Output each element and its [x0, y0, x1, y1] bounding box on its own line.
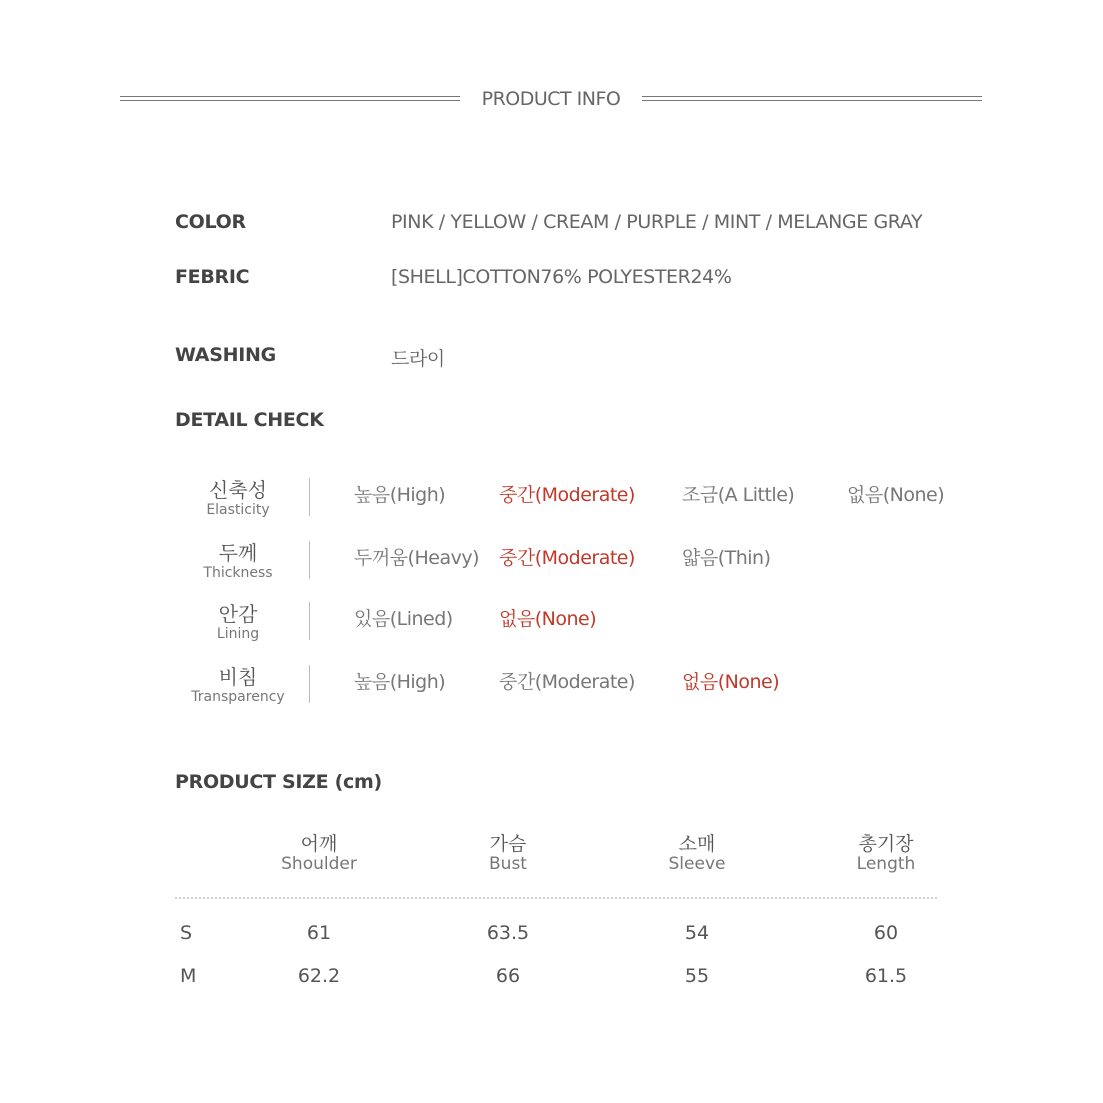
detail-option-selected: 중간(Moderate) — [499, 547, 635, 569]
header-rule-right — [642, 96, 982, 101]
size-column-header-en: Length — [856, 854, 916, 874]
detail-option-selected: 없음(None) — [682, 671, 780, 693]
size-column-header-ko: 총기장 — [858, 833, 914, 855]
color-value: PINK / YELLOW / CREAM / PURPLE / MINT / MELANGE GRAY — [391, 211, 923, 233]
fabric-value: [SHELL]COTTON76% POLYESTER24% — [391, 266, 732, 288]
size-column-header-ko: 어깨 — [300, 833, 338, 855]
size-cell: 62.2 — [297, 965, 341, 987]
detail-row-separator — [309, 478, 310, 516]
size-column-header-en: Shoulder — [281, 854, 357, 874]
product-size-title: PRODUCT SIZE (cm) — [175, 771, 382, 793]
detail-row-label-ko: 두께 — [218, 541, 258, 565]
size-column-header-en: Sleeve — [668, 854, 726, 874]
size-cell: 54 — [684, 922, 710, 944]
detail-row-label-en: Transparency — [191, 689, 285, 705]
detail-row-label-en: Lining — [216, 626, 260, 642]
detail-row-label-ko: 비침 — [218, 665, 258, 689]
size-cell: 66 — [495, 965, 521, 987]
detail-option: 두꺼움(Heavy) — [354, 547, 479, 569]
detail-row-label-en: Elasticity — [206, 502, 270, 518]
size-cell: 60 — [873, 922, 899, 944]
size-cell: 63.5 — [486, 922, 530, 944]
detail-option: 없음(None) — [847, 484, 945, 506]
size-column-header-ko: 소매 — [678, 833, 716, 855]
detail-row-label-en: Thickness — [203, 565, 273, 581]
detail-row-thickness — [0, 537, 1103, 593]
detail-option: 조금(A Little) — [682, 484, 795, 506]
size-cell: 61 — [306, 922, 332, 944]
fabric-label: FEBRIC — [175, 266, 250, 288]
detail-row-elasticity — [0, 474, 1103, 530]
detail-check-title: DETAIL CHECK — [175, 409, 324, 431]
size-table-divider — [175, 897, 937, 899]
detail-row-separator — [309, 602, 310, 640]
detail-option: 얇음(Thin) — [682, 547, 771, 569]
size-cell: 61.5 — [864, 965, 908, 987]
detail-option: 있음(Lined) — [354, 608, 453, 630]
detail-row-lining — [0, 598, 1103, 654]
detail-row-transparency — [0, 661, 1103, 717]
detail-option: 중간(Moderate) — [499, 671, 635, 693]
detail-option-selected: 중간(Moderate) — [499, 484, 635, 506]
detail-option-selected: 없음(None) — [499, 608, 597, 630]
size-column-header-en: Bust — [489, 854, 527, 874]
detail-option: 높음(High) — [354, 484, 446, 506]
size-cell: 55 — [684, 965, 710, 987]
page-title: PRODUCT INFO — [481, 88, 621, 110]
detail-row-label-ko: 신축성 — [209, 478, 267, 502]
detail-row-separator — [309, 665, 310, 703]
size-row-label: S — [180, 922, 193, 944]
detail-row-label-ko: 안감 — [218, 602, 258, 626]
washing-label: WASHING — [175, 344, 276, 366]
size-row-label: M — [180, 965, 197, 987]
detail-row-separator — [309, 541, 310, 579]
washing-value: 드라이 — [391, 348, 445, 370]
color-label: COLOR — [175, 211, 246, 233]
header-rule-left — [120, 96, 460, 101]
size-column-header-ko: 가슴 — [489, 833, 527, 855]
detail-option: 높음(High) — [354, 671, 446, 693]
